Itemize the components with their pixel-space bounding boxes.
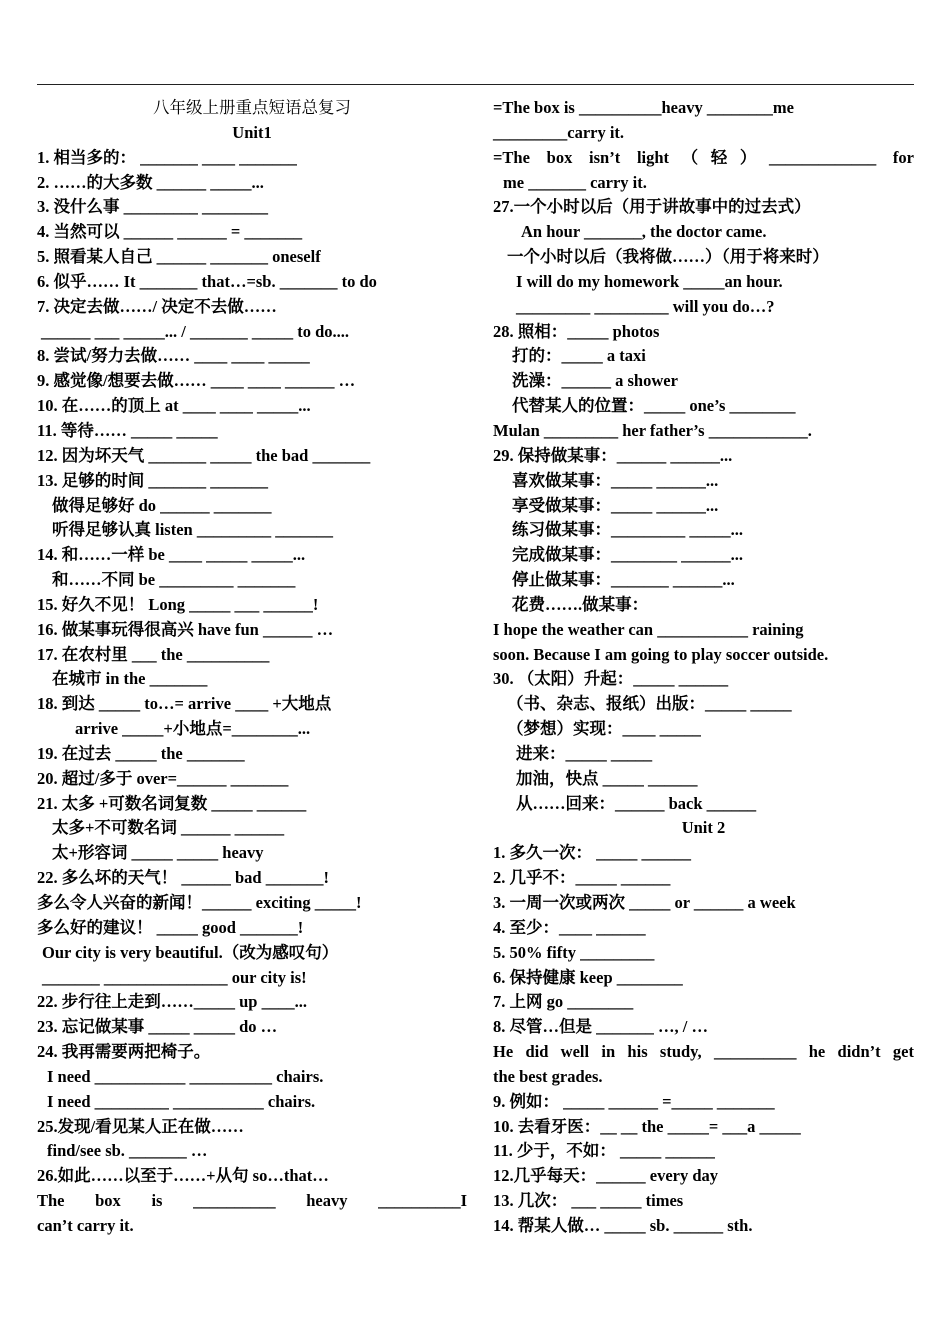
right-column-line: （书、杂志、报纸）出版：_____ _____	[507, 694, 792, 714]
left-column-line: 14. 和……一样 be ____ _____ _____...	[37, 545, 306, 565]
left-column-line: 做得足够好 do ______ _______	[52, 495, 272, 515]
left-column-line: 8. 尝试/努力去做…… ____ ____ _____	[37, 346, 310, 366]
left-column-line: 多么令人兴奋的新闻！______ exciting _____!	[37, 893, 362, 912]
left-column-line: 6. 似乎…… It _______ that…=sb. _______ to do	[37, 271, 377, 291]
right-column-line: 喜欢做某事：_____ ______...	[512, 470, 719, 490]
right-column-line: 加油，快点 _____ ______	[516, 768, 698, 788]
left-column-line: 7. 决定去做……/ 决定不去做……	[37, 296, 277, 316]
right-column-line: =The box isn’t light（轻）_____________ for	[493, 147, 914, 167]
left-column-line: 4. 当然可以 ______ ______ = _______	[37, 222, 303, 242]
left-column-line: 16. 做某事玩得很高兴 have fun ______ …	[37, 619, 334, 639]
left-column-line: 21. 太多 +可数名词复数 _____ ______	[37, 793, 307, 813]
left-column-line: can’t carry it.	[37, 1215, 134, 1235]
right-column-line: 洗澡：______ a shower	[512, 371, 678, 391]
left-column-line: _______ _______________ our city is!	[42, 967, 307, 987]
left-column-line: Unit1	[232, 122, 272, 142]
right-column-line: 27.一个小时以后（用于讲故事中的过去式）	[493, 197, 811, 217]
left-column-line: 5. 照看某人自己 ______ _______ oneself	[37, 247, 321, 267]
right-column-line: _________carry it.	[493, 122, 625, 142]
left-column-line: 太+形容词 _____ _____ heavy	[52, 843, 264, 863]
right-column-line: 13. 几次： ___ _____ times	[493, 1191, 684, 1211]
left-column-line: 太多+不可数名词 ______ ______	[52, 818, 285, 838]
left-column-line: 20. 超过/多于 over=______ _______	[37, 768, 289, 788]
right-column-line: 1. 多久一次： _____ ______	[493, 843, 691, 863]
left-column-line: 11. 等待…… _____ _____	[37, 420, 218, 440]
left-column-line: 22. 多么坏的天气！ ______ bad _______!	[37, 868, 329, 888]
left-column-line: 和……不同 be _________ _______	[52, 570, 296, 590]
right-column-line: 8. 尽管…但是 _______ …, / …	[493, 1017, 708, 1037]
right-column-line: 4. 至少：____ ______	[493, 917, 646, 937]
left-column-line: I need _________ ___________ chairs.	[47, 1091, 316, 1111]
left-column-line: I need ___________ __________ chairs.	[47, 1066, 324, 1086]
right-column-line: 6. 保持健康 keep ________	[493, 967, 683, 987]
left-column-line: find/see sb. _______ …	[47, 1141, 208, 1161]
left-column-line: 9. 感觉像/想要去做…… ____ ____ ______ …	[37, 371, 356, 391]
right-column-line: _________ _________ will you do…?	[516, 296, 775, 316]
left-column-line: 25.发现/看见某人正在做……	[37, 1116, 244, 1136]
right-column-line: 30. （太阳）升起：_____ ______	[493, 669, 729, 689]
right-column	[493, 96, 914, 1239]
right-column-line: 2. 几乎不：_____ ______	[493, 868, 671, 888]
right-column-line: 打的：_____ a taxi	[512, 346, 646, 366]
right-column-line: =The box is __________heavy ________me	[493, 98, 794, 117]
right-column-line: An hour _______, the doctor came.	[521, 222, 767, 242]
right-column-line: Mulan _________ her father’s ____________.	[493, 420, 812, 440]
left-column-line: 24. 我再需要两把椅子。	[37, 1042, 211, 1062]
left-column-line: 23. 忘记做某事 _____ _____ do …	[37, 1017, 278, 1037]
right-column-line: 9. 例如： _____ ______ =_____ _______	[493, 1091, 775, 1111]
right-column-line: 10. 去看牙医：__ __ the _____= ___a _____	[493, 1116, 801, 1136]
left-column-line: 17. 在农村里 ___ the __________	[37, 644, 270, 664]
right-column-line: I hope the weather can ___________ raining	[493, 619, 804, 639]
right-column-line: soon. Because I am going to play soccer outside.	[493, 644, 829, 664]
right-column-line: 12.几乎每天：______ every day	[493, 1166, 719, 1186]
left-column-line: 18. 到达 _____ to…= arrive ____ +大地点	[37, 694, 332, 714]
right-column-line: 练习做某事：_________ _____...	[512, 520, 743, 540]
top-rule	[37, 84, 914, 85]
right-column-line: 完成做某事：________ ______...	[512, 545, 743, 565]
right-column-line: 一个小时以后（我将做……）（用于将来时）	[507, 247, 829, 267]
right-column-line: 停止做某事：_______ ______...	[512, 570, 735, 590]
left-column-line: 10. 在……的顶上 at ____ ____ _____...	[37, 396, 311, 416]
left-column-line: 26.如此……以至于……+从句 so…that…	[37, 1166, 329, 1186]
right-column-line: 享受做某事：_____ ______...	[512, 495, 719, 515]
left-column-line: 听得足够认真 listen _________ _______	[52, 520, 333, 540]
right-column-line: 代替某人的位置：_____ one’s ________	[512, 396, 796, 416]
left-column-line: The box is __________ heavy __________I	[37, 1191, 467, 1211]
left-column-line: 2. ……的大多数 ______ _____...	[37, 172, 264, 192]
right-column-line: me _______ carry it.	[503, 172, 647, 192]
left-column-line: 1. 相当多的： _______ ____ _______	[37, 147, 297, 167]
right-column-line: I will do my homework _____an hour.	[516, 271, 783, 291]
left-column-line: 13. 足够的时间 _______ _______	[37, 470, 268, 490]
left-column-line: 15. 好久不见！ Long _____ ___ ______!	[37, 594, 319, 614]
left-column-line: 3. 没什么事 _________ ________	[37, 197, 268, 217]
left-column	[37, 96, 467, 1239]
left-column-line: ______ ___ _____... / _______ _____ to do....	[41, 321, 350, 341]
left-column-line: 19. 在过去 _____ the _______	[37, 743, 245, 763]
right-column-line: 从……回来：______ back ______	[516, 793, 757, 813]
right-column-line: Unit 2	[681, 818, 726, 838]
left-column-line: 12. 因为坏天气 _______ _____ the bad _______	[37, 445, 371, 465]
right-column-line: 14. 帮某人做… _____ sb. ______ sth.	[493, 1215, 753, 1235]
right-column-line: 7. 上网 go ________	[493, 992, 634, 1012]
right-column-line: 28. 照相：_____ photos	[493, 321, 660, 341]
right-column-line: 11. 少于，不如： _____ ______	[493, 1141, 715, 1161]
right-column-line: （梦想）实现：____ _____	[507, 719, 701, 739]
right-column-line: 5. 50% fifty _________	[493, 942, 655, 962]
right-column-line: the best grades.	[493, 1066, 603, 1086]
right-column-line: 花费…….做某事：	[512, 594, 649, 614]
left-column-line: 22. 步行往上走到……_____ up ____...	[37, 992, 307, 1012]
right-column-line: 29. 保持做某事：______ ______...	[493, 445, 733, 465]
right-column-line: He did well in his study, __________ he didn’t get	[493, 1042, 914, 1062]
left-column-line: 在城市 in the _______	[52, 669, 208, 689]
right-column-line: 3. 一周一次或两次 _____ or ______ a week	[493, 893, 796, 912]
left-column-line: 多么好的建议！ _____ good _______!	[37, 917, 304, 937]
left-column-line: Our city is very beautiful.（改为感叹句）	[42, 942, 339, 962]
left-column-line: arrive _____+小地点=________...	[75, 719, 311, 739]
page-title: 八年级上册重点短语总复习	[153, 98, 351, 117]
right-column-line: 进来：_____ _____	[516, 743, 653, 763]
